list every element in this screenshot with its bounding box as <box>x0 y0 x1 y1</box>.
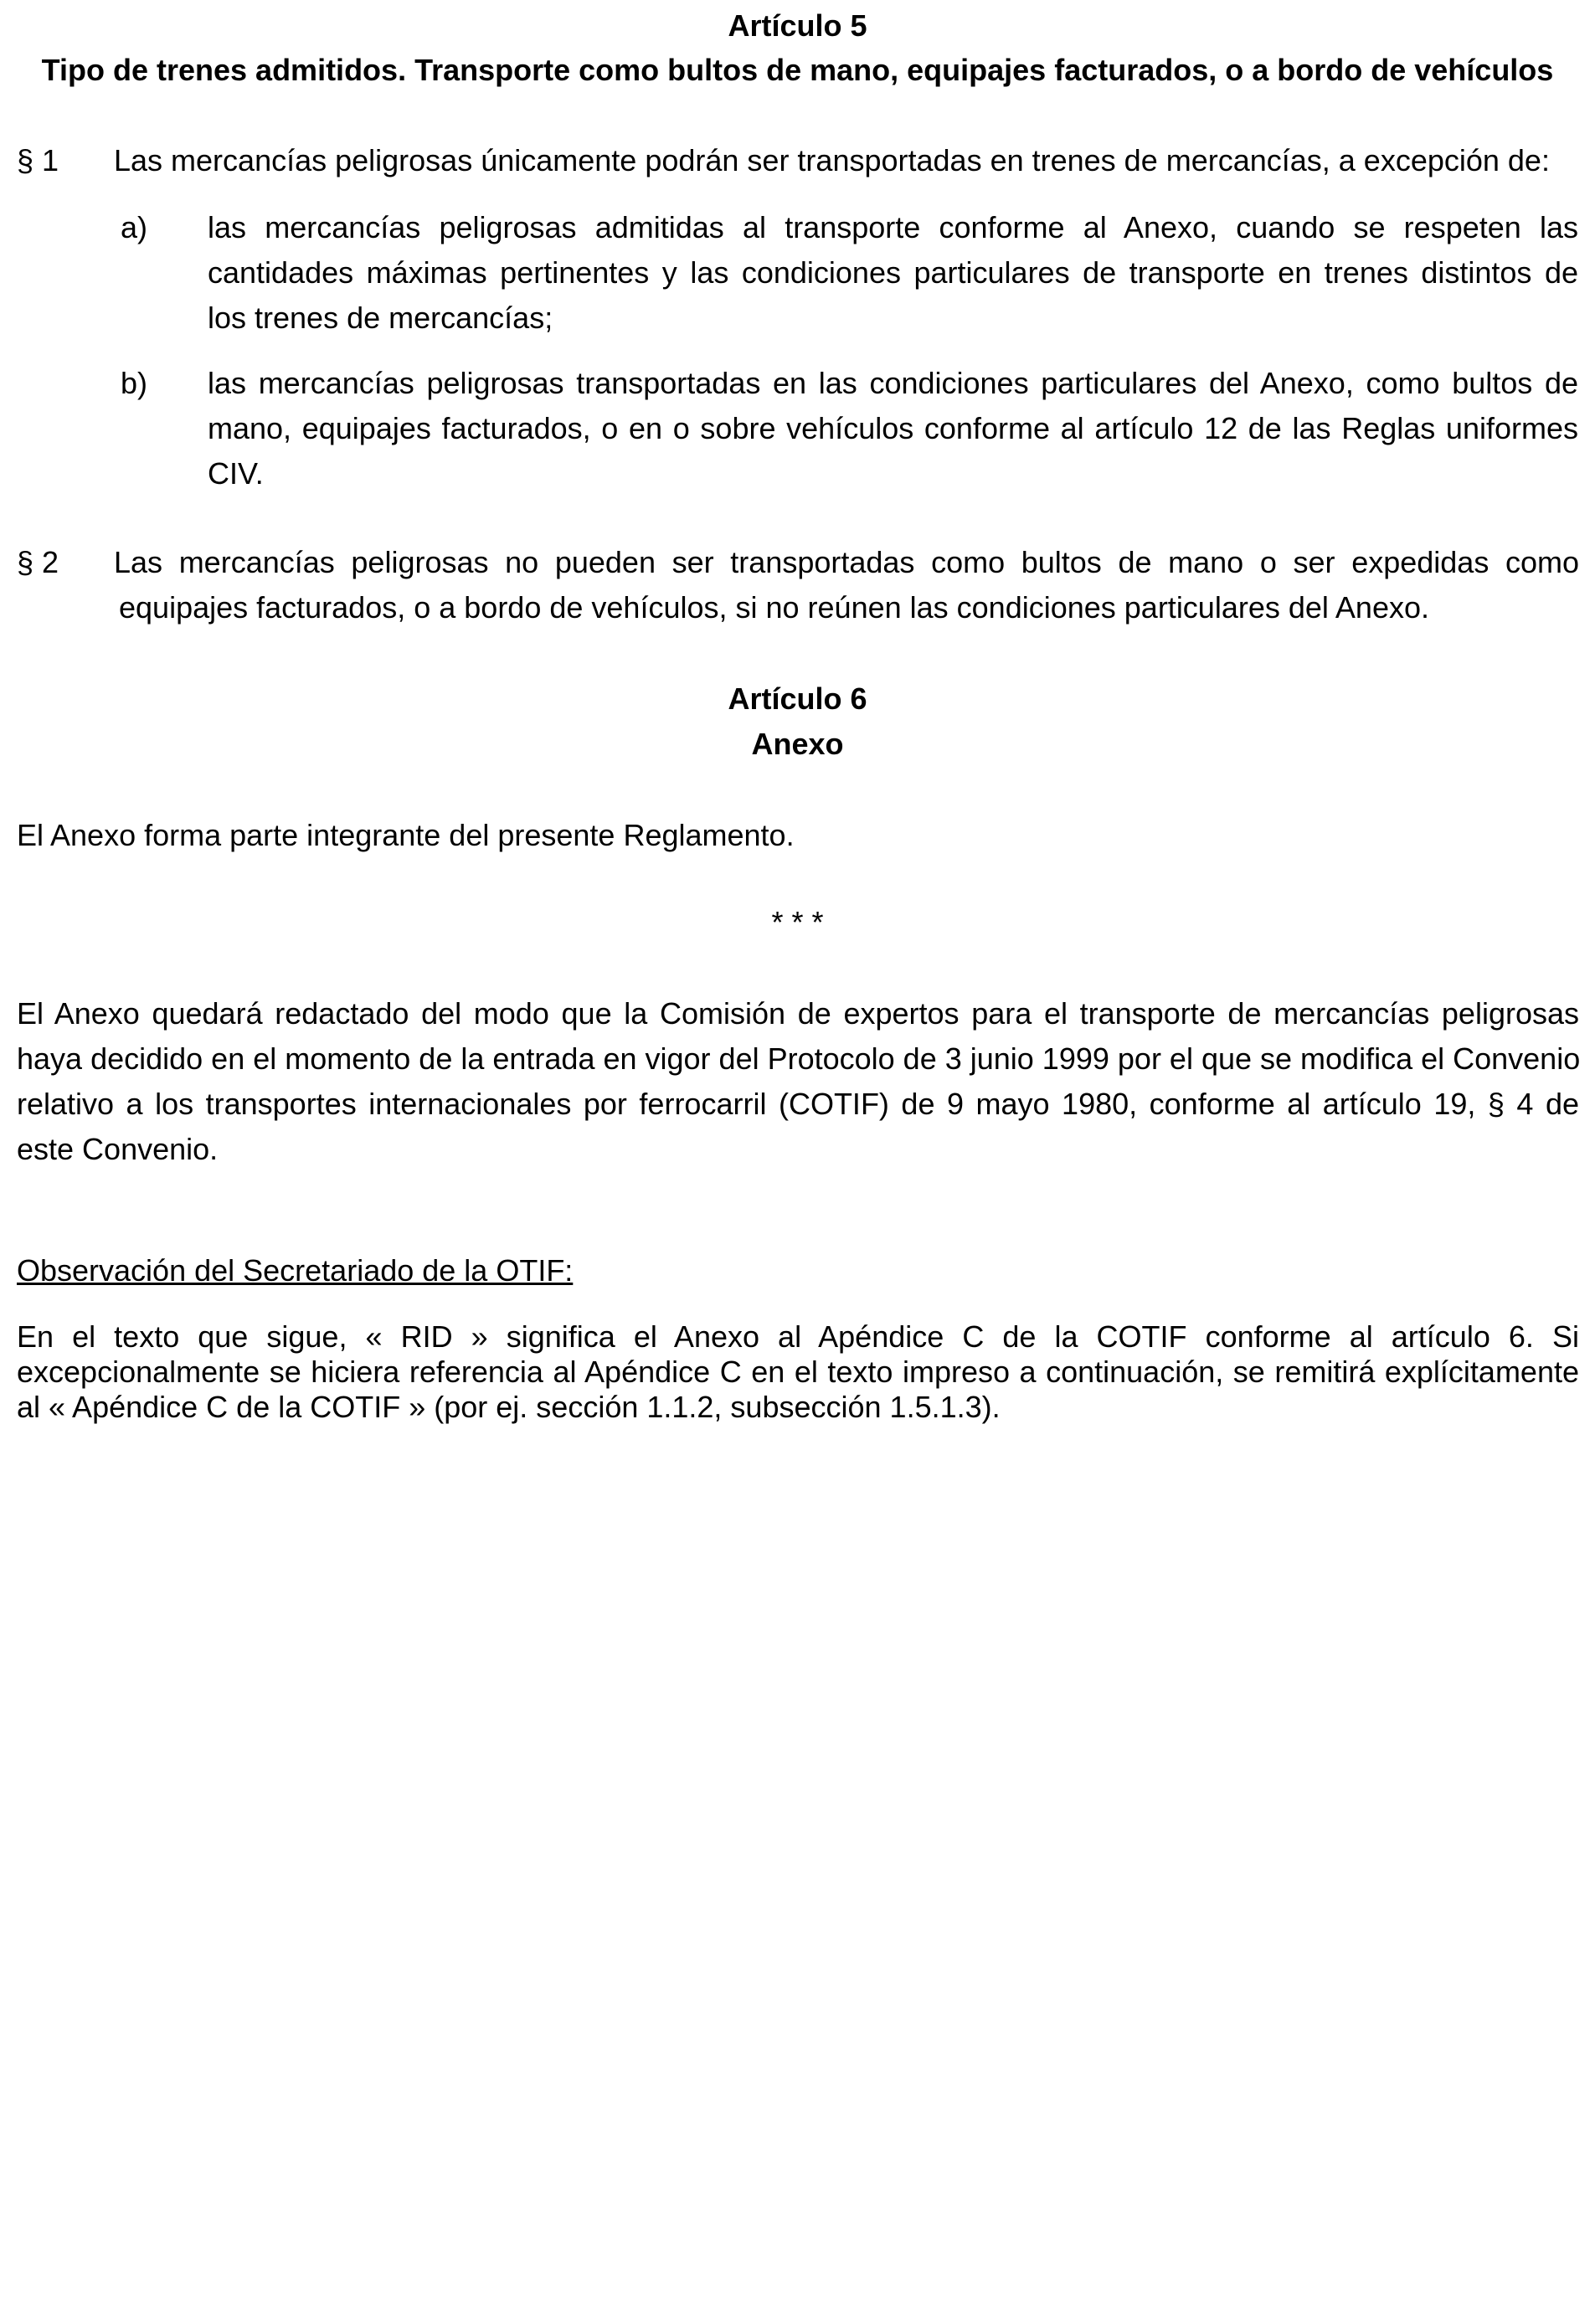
para-2-first-line-wrap <box>114 540 1579 585</box>
annex-note-line: haya decidido en el momento de la entrada en vigor del Protocolo de 3 junio 1999 por el que se modifica el Convenio <box>17 1041 1581 1076</box>
article-6-text <box>17 813 1579 858</box>
article-6-line: El Anexo forma parte integrante del presente Reglamento. <box>17 818 795 852</box>
observation-heading <box>17 1248 1579 1293</box>
item-b-line: mano, equipajes facturados, o en o sobre vehículos conforme al artículo 12 de las Reglas uniformes <box>208 411 1578 445</box>
para-2-line: equipajes facturados, o a bordo de vehículos, si no reúnen las condiciones particulares del Anexo. <box>119 590 1429 625</box>
observation-heading-text: Observación del Secretariado de la OTIF: <box>17 1253 574 1288</box>
article-6-heading: Artículo 6 <box>728 681 867 716</box>
para-2-line: Las mercancías peligrosas no pueden ser transportadas como bultos de mano o ser expedidas como <box>114 545 1579 579</box>
observation-line: al « Apéndice C de la COTIF » (por ej. sección 1.1.2, subsección 1.5.1.3). <box>17 1390 1001 1424</box>
item-a-line: cantidades máximas pertinentes y las condiciones particulares de transporte en trenes distintos de <box>208 255 1578 290</box>
para-2-marker: § 2 <box>17 545 59 579</box>
item-a-line: las mercancías peligrosas admitidas al transporte conforme al Anexo, cuando se respeten las <box>208 210 1578 244</box>
para-1-marker: § 1 <box>17 143 59 177</box>
item-b-marker: b) <box>121 366 148 400</box>
para-2-second-line-wrap <box>119 585 1579 630</box>
observation-paragraph <box>17 1319 1579 1425</box>
observation-line: excepcionalmente se hiciera referencia al Apéndice C en el texto impreso a continuación, se remitirá explícitamente <box>17 1355 1579 1389</box>
observation-line: En el texto que sigue, « RID » significa el Anexo al Apéndice C de la COTIF conforme al artículo 6. Si <box>17 1319 1579 1354</box>
annex-note-line: El Anexo quedará redactado del modo que la Comisión de expertos para el transporte de mercancías peligrosas <box>17 996 1579 1031</box>
article-6-title: Anexo <box>751 727 844 761</box>
item-a-text <box>208 205 1578 341</box>
article-5-heading: Artículo 5 <box>728 8 867 43</box>
item-a-marker: a) <box>121 210 148 244</box>
para-1-text <box>114 138 1579 183</box>
item-a-line: los trenes de mercancías; <box>208 301 553 335</box>
item-b-text <box>208 361 1578 496</box>
item-b-line: las mercancías peligrosas transportadas en las condiciones particulares del Anexo, como bultos de <box>208 366 1578 400</box>
annex-note-paragraph <box>17 991 1579 1172</box>
article-5-title: Tipo de trenes admitidos. Transporte como bultos de mano, equipajes facturados, o a bordo de vehículos <box>41 53 1554 87</box>
annex-note-line: relativo a los transportes internacionales por ferrocarril (COTIF) de 9 mayo 1980, conforme al artículo 19, § 4 de <box>17 1087 1579 1121</box>
item-b-line: CIV. <box>208 456 264 491</box>
para-1-line: Las mercancías peligrosas únicamente podrán ser transportadas en trenes de mercancías, a excepción de: <box>114 143 1550 177</box>
annex-note-line: este Convenio. <box>17 1132 219 1166</box>
section-separator: * * * <box>771 905 824 939</box>
